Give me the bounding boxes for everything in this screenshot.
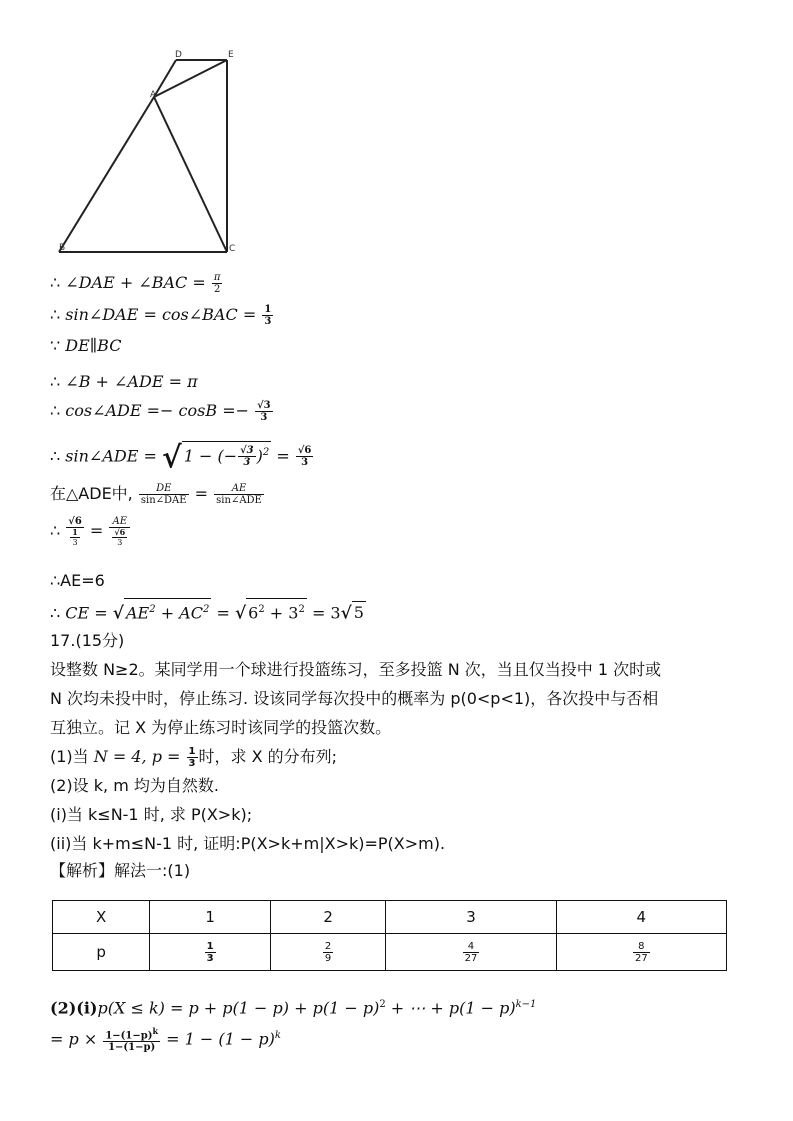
table-cell: p xyxy=(53,934,150,971)
radicand-text: AE xyxy=(125,603,150,623)
denominator: 3 xyxy=(301,457,309,469)
eq-expr: + ⋯ + p(1 − p) xyxy=(390,998,516,1018)
fraction xyxy=(70,528,80,547)
exponent: 2 xyxy=(298,604,305,615)
radicand-text: 1 − (− xyxy=(183,446,238,466)
denominator: 3 xyxy=(72,538,78,547)
label-C: C xyxy=(229,244,236,254)
radical-sign: √ xyxy=(161,440,182,476)
eq-line-9 xyxy=(50,570,105,592)
denominator: 27 xyxy=(634,952,648,964)
therefore-symbol: ∴ xyxy=(50,372,61,391)
radicand-text: + 3 xyxy=(269,603,299,623)
fraction xyxy=(112,528,127,547)
radical-sign: √ xyxy=(112,603,124,624)
fraction xyxy=(139,483,189,506)
context-text: 在△ADE中, xyxy=(50,484,133,503)
equals-sign: = 3 xyxy=(311,603,341,623)
label-B: B xyxy=(59,243,66,253)
question-2-i: (i)当 k≤N-1 时, 求 P(X>k); xyxy=(50,805,253,824)
exponent: 2 xyxy=(379,999,386,1010)
eq-expr: ∠B + ∠ADE = π xyxy=(65,372,198,391)
exponent: 2 xyxy=(149,604,156,615)
radicand xyxy=(246,598,307,624)
therefore-symbol: ∴ xyxy=(50,603,61,623)
table-cell xyxy=(150,934,271,971)
fraction xyxy=(212,272,223,295)
therefore-symbol: ∴ xyxy=(50,305,61,324)
exponent: 2 xyxy=(258,604,265,615)
numerator: AE xyxy=(109,516,130,528)
eq-expr: ∠DAE + ∠BAC = xyxy=(65,273,206,292)
fraction xyxy=(205,941,216,964)
therefore-symbol: ∴ xyxy=(50,521,61,540)
numerator: π xyxy=(213,272,221,283)
table-cell xyxy=(270,934,385,971)
eq-line-7 xyxy=(50,483,265,506)
eq-line-10 xyxy=(50,598,366,624)
eq-expr: sin∠ADE = xyxy=(65,446,157,466)
table-cell xyxy=(556,934,726,971)
distribution-table xyxy=(52,900,727,971)
question-2-ii: (ii)当 k+m≤N-1 时, 证明:P(X>k+m|X>k)=P(X>m). xyxy=(50,834,446,853)
numerator: 4 xyxy=(463,941,480,953)
numerator-text: 1−(1−p) xyxy=(105,1030,153,1042)
problem-statement-2: N 次均未投中时，停止练习. 设该同学每次投中的概率为 p(0<p<1)，各次投中与否相 xyxy=(50,689,659,708)
eq-expr: cos∠ADE =− cosB =− xyxy=(65,401,249,420)
table-cell xyxy=(386,934,556,971)
problem-heading: 17.(15分) xyxy=(50,631,125,650)
radicand-text: + AC xyxy=(160,603,203,623)
denominator xyxy=(66,528,84,547)
exponent: k xyxy=(274,1030,281,1041)
therefore-symbol: ∴ xyxy=(50,401,61,420)
question-2: (2)设 k, m 均为自然数. xyxy=(50,776,219,795)
label-A: A xyxy=(150,90,157,100)
denominator: 27 xyxy=(464,952,478,964)
segment-AB xyxy=(59,97,154,252)
equals-sign: = xyxy=(194,484,209,503)
fraction xyxy=(323,941,333,964)
eq-expr: DE∥BC xyxy=(65,336,122,355)
numerator: 1 xyxy=(264,304,272,315)
eq-line-4 xyxy=(50,371,198,393)
eq-line-2 xyxy=(50,304,274,327)
eq-expr: = p × xyxy=(50,1029,98,1049)
numerator: 1 xyxy=(206,940,214,952)
denominator: 1−(1−p) xyxy=(108,1042,156,1054)
eq-expr: sin∠DAE = cos∠BAC = xyxy=(65,305,257,324)
radicand-text: 6 xyxy=(248,603,259,623)
therefore-symbol: ∴ xyxy=(50,273,61,292)
paren-close: ) xyxy=(256,446,263,466)
table-cell: 3 xyxy=(386,901,556,934)
numerator: DE xyxy=(139,483,189,495)
denominator: 3 xyxy=(243,457,251,469)
question-1 xyxy=(50,742,750,771)
table-header-row xyxy=(53,901,727,934)
problem-block xyxy=(50,626,750,884)
numerator: √6 xyxy=(68,516,82,527)
equals-sign: = xyxy=(89,521,104,540)
numerator: 2 xyxy=(324,940,332,952)
exponent: 2 xyxy=(262,447,270,458)
eq-line-5 xyxy=(50,400,274,423)
question-1-label: (1)当 xyxy=(50,747,89,766)
label-D: D xyxy=(175,50,182,60)
segment-AC xyxy=(154,97,227,252)
exponent: k xyxy=(152,1026,159,1037)
exponent: 2 xyxy=(202,604,210,615)
table-row xyxy=(53,934,727,971)
table-cell: 2 xyxy=(270,901,385,934)
numerator: 1 xyxy=(72,527,78,537)
numerator: √3 xyxy=(240,445,254,457)
fraction xyxy=(296,445,314,468)
result-text: ∴AE=6 xyxy=(50,571,105,590)
radicand xyxy=(124,598,211,624)
solution-2-line-1 xyxy=(50,994,536,1019)
eq-expr: p(X ≤ k) = p + p(1 − p) + p(1 − p) xyxy=(97,998,380,1018)
numerator: √6 xyxy=(297,445,312,457)
table-cell: 1 xyxy=(150,901,271,934)
numerator: 8 xyxy=(633,941,650,953)
numerator: 1 xyxy=(188,746,196,757)
solution-heading: 【解析】解法一:(1) xyxy=(50,861,191,880)
fraction xyxy=(187,746,198,769)
denominator: 3 xyxy=(260,412,268,423)
denominator: sin∠DAE xyxy=(140,495,187,506)
denominator: 2 xyxy=(213,284,221,295)
table-cell: X xyxy=(53,901,150,934)
numerator: AE xyxy=(214,483,264,495)
fraction xyxy=(255,400,273,423)
radical-sign: √ xyxy=(340,603,352,624)
solution-2-line-2 xyxy=(50,1025,281,1059)
compound-fraction xyxy=(109,516,130,547)
fraction xyxy=(238,445,256,468)
eq-line-1 xyxy=(50,272,223,295)
fraction xyxy=(633,941,650,964)
eq-expr: CE = xyxy=(65,603,108,623)
question-1-expr: N = 4, p = xyxy=(93,747,181,766)
fraction xyxy=(463,941,480,964)
denominator: 9 xyxy=(324,952,332,964)
radicand xyxy=(182,441,272,468)
exponent: k−1 xyxy=(515,999,537,1010)
radical-sign: √ xyxy=(234,603,247,624)
denominator: 3 xyxy=(264,316,272,327)
denominator: 3 xyxy=(188,758,196,769)
numerator: √3 xyxy=(257,400,271,411)
denominator: 3 xyxy=(117,538,123,547)
equals-sign: = xyxy=(216,603,230,623)
numerator: √6 xyxy=(114,527,126,537)
fraction xyxy=(214,483,264,506)
eq-expr: = 1 − (1 − p) xyxy=(166,1029,275,1049)
therefore-symbol: ∴ xyxy=(50,446,61,466)
label-E: E xyxy=(228,50,234,60)
fraction xyxy=(262,304,273,327)
equals-sign: = xyxy=(276,446,290,466)
eq-line-3 xyxy=(50,335,121,357)
radicand: 5 xyxy=(353,603,364,623)
question-1-text: 时，求 X 的分布列; xyxy=(198,747,338,766)
problem-statement-1: 设整数 N≥2。某同学用一个球进行投篮练习，至多投篮 N 次，当且仅当投中 1 次时或 xyxy=(50,660,662,679)
eq-line-8 xyxy=(50,516,131,556)
denominator: 3 xyxy=(206,952,214,964)
solution-label: (2)(i) xyxy=(50,998,98,1018)
fraction xyxy=(103,1026,160,1053)
problem-statement-3: 互独立。记 X 为停止练习时该同学的投篮次数。 xyxy=(50,718,392,737)
geometry-figure xyxy=(50,45,250,260)
denominator xyxy=(109,528,130,547)
denominator: sin∠ADE xyxy=(216,495,262,506)
table-cell: 4 xyxy=(556,901,726,934)
because-symbol: ∵ xyxy=(50,336,61,355)
numerator xyxy=(103,1026,160,1042)
compound-fraction xyxy=(66,516,84,547)
eq-line-6 xyxy=(50,441,314,475)
